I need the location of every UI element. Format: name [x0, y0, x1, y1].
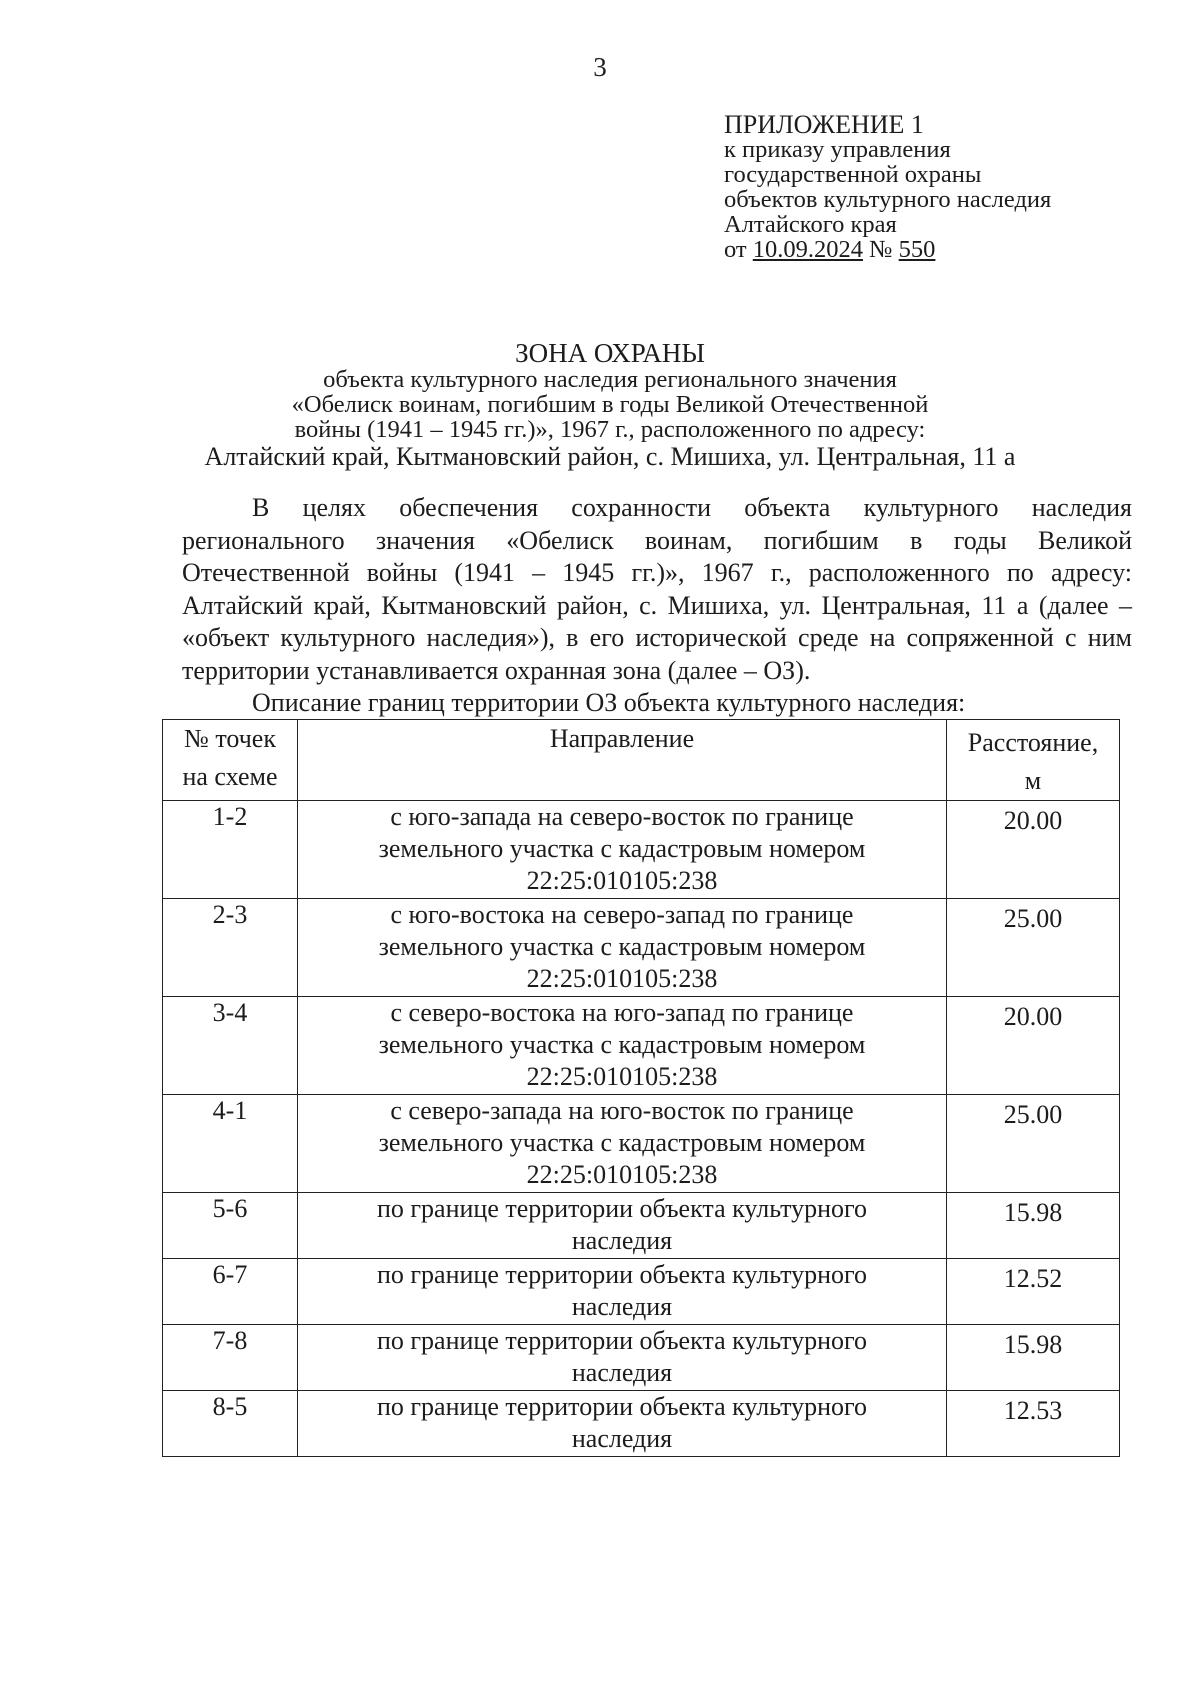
appendix-line: объектов культурного наследия	[724, 186, 1052, 213]
cell-points: 5-6	[163, 1193, 298, 1259]
cell-distance: 20.00	[947, 801, 1120, 899]
direction-line: с северо-запада на юго-восток по границе	[390, 1096, 854, 1125]
cell-points: 2-3	[163, 899, 298, 997]
table-caption: Описание границ территории ОЗ объекта культурного наследия:	[252, 688, 966, 717]
appendix-line: Алтайского края	[724, 211, 897, 238]
header-points-line: на схеме	[182, 762, 278, 791]
cell-points: 1-2	[163, 801, 298, 899]
page-number: 3	[593, 52, 607, 82]
direction-line: наследия	[571, 1292, 673, 1321]
cell-distance: 15.98	[947, 1325, 1120, 1391]
header-points-line: № точек	[184, 724, 276, 753]
appendix-block	[724, 112, 1051, 262]
table-row	[163, 1325, 1120, 1391]
direction-line: земельного участка с кадастровым номером	[378, 1128, 866, 1157]
cell-direction	[298, 1259, 947, 1325]
table-row	[163, 1391, 1120, 1457]
cell-direction	[298, 1193, 947, 1259]
table-header-row	[163, 720, 1120, 801]
document-title: ЗОНА ОХРАНЫ	[515, 338, 705, 368]
date-prefix: от	[724, 236, 747, 263]
table-row	[163, 1095, 1120, 1193]
appendix-line: к приказу управления	[724, 136, 951, 163]
direction-line: 22:25:010105:238	[526, 866, 718, 895]
cell-direction	[298, 899, 947, 997]
direction-line: по границе территории объекта культурного	[376, 1260, 868, 1289]
title-line: «Обелиск воинам, погибшим в годы Великой Отечественной	[291, 391, 929, 418]
header-distance-line: Расстояние,	[967, 728, 1099, 757]
cell-direction	[298, 1325, 947, 1391]
direction-line: с северо-востока на юго-запад по границе	[390, 998, 854, 1027]
header-distance	[947, 720, 1120, 801]
appendix-heading: ПРИЛОЖЕНИЕ 1	[724, 110, 924, 139]
cell-points: 6-7	[163, 1259, 298, 1325]
boundary-table	[162, 719, 1120, 1457]
direction-line: наследия	[571, 1358, 673, 1387]
cell-points: 3-4	[163, 997, 298, 1095]
direction-line: 22:25:010105:238	[526, 1062, 718, 1091]
direction-line: земельного участка с кадастровым номером	[378, 1030, 866, 1059]
cell-direction	[298, 1095, 947, 1193]
title-line: войны (1941 – 1945 гг.)», 1967 г., расположенного по адресу:	[294, 416, 926, 443]
cell-direction	[298, 1391, 947, 1457]
cell-distance: 25.00	[947, 1095, 1120, 1193]
title-line: Алтайский край, Кытмановский район, с. Мишиха, ул. Центральная, 11 а	[204, 442, 1016, 471]
direction-line: наследия	[571, 1226, 673, 1255]
cell-points: 8-5	[163, 1391, 298, 1457]
direction-line: с юго-востока на северо-запад по границе	[390, 900, 854, 929]
table-row	[163, 1193, 1120, 1259]
direction-line: земельного участка с кадастровым номером	[378, 932, 866, 961]
cell-points: 4-1	[163, 1095, 298, 1193]
number-sign: №	[869, 236, 893, 263]
appendix-date-line	[724, 237, 1051, 262]
header-direction	[298, 720, 947, 801]
document-title-block	[180, 340, 1040, 472]
direction-line: наследия	[571, 1424, 673, 1453]
header-direction-label: Направление	[549, 724, 695, 753]
appendix-line: государственной охраны	[724, 161, 982, 188]
direction-line: 22:25:010105:238	[526, 964, 718, 993]
direction-line: с юго-запада на северо-восток по границе	[390, 802, 854, 831]
direction-line: земельного участка с кадастровым номером	[378, 834, 866, 863]
cell-distance: 15.98	[947, 1193, 1120, 1259]
cell-distance: 20.00	[947, 997, 1120, 1095]
order-number: 550	[898, 236, 936, 263]
direction-line: по границе территории объекта культурного	[376, 1194, 868, 1223]
direction-line: по границе территории объекта культурного	[376, 1326, 868, 1355]
title-line: объекта культурного наследия регионального значения	[323, 366, 897, 393]
order-date: 10.09.2024	[752, 236, 864, 263]
cell-direction	[298, 997, 947, 1095]
table-row	[163, 1259, 1120, 1325]
table-row	[163, 997, 1120, 1095]
table-row	[163, 801, 1120, 899]
header-distance-line: м	[1024, 766, 1042, 795]
body-paragraph: В целях обеспечения сохранности объекта культурного наследия регионального значения «Обелиск воинам, погибшим в годы Великой Отечественной войны (1941 – 1945 гг.)», 1967 г., расположенного по адресу: Алтайский край, Кытмановский район, с. Мишиха, ул. Центральная, 11 а (далее – «объект культурного наследия»), в его исторической среде на сопряженной с ним территории устанавливается охранная зона (далее – ОЗ).	[182, 493, 1132, 685]
direction-line: по границе территории объекта культурного	[376, 1392, 868, 1421]
cell-distance: 12.52	[947, 1259, 1120, 1325]
cell-distance: 25.00	[947, 899, 1120, 997]
direction-line: 22:25:010105:238	[526, 1160, 718, 1189]
header-points	[163, 720, 298, 801]
cell-distance: 12.53	[947, 1391, 1120, 1457]
cell-direction	[298, 801, 947, 899]
cell-points: 7-8	[163, 1325, 298, 1391]
table-row	[163, 899, 1120, 997]
